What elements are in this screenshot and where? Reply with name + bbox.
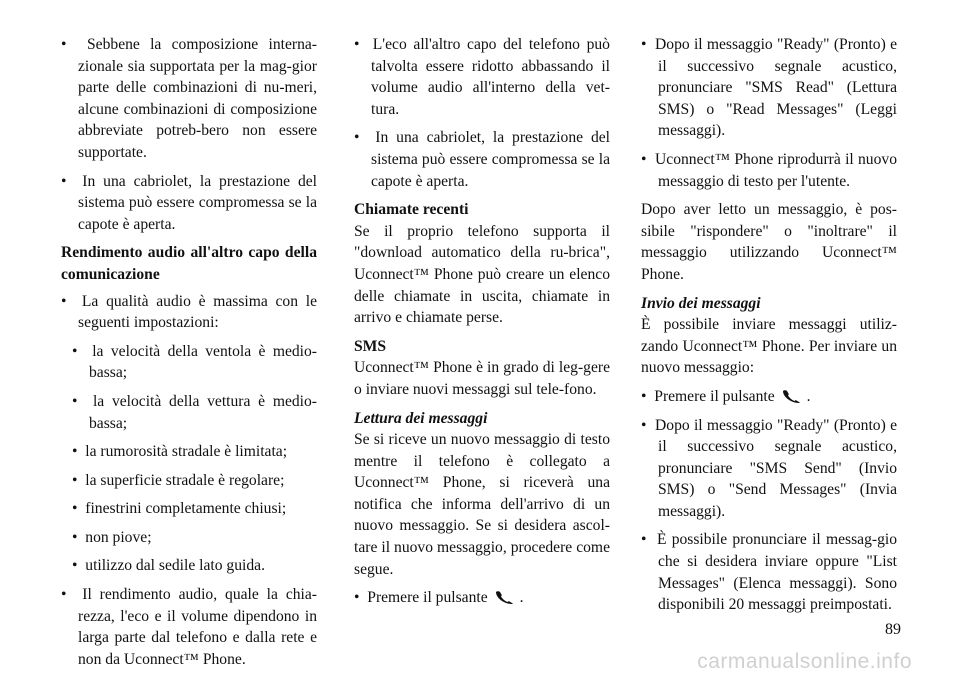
heading-recent-calls: Chiamate recenti <box>354 201 469 219</box>
phone-icon <box>781 389 803 403</box>
bullet-audio-clarity: • Il rendimento audio, quale la chia-rezza, l'eco e il volume dipendono in larga parte dal telefono e dalla rete e non da Uconnect™ Phone. <box>61 584 317 670</box>
sub-bullet-road-noise: • la rumorosità stradale è limitata; <box>61 441 317 463</box>
bullet-end: . <box>806 387 811 405</box>
page-number: 89 <box>885 621 901 638</box>
bullet-sms-read: • Dopo il messaggio "Ready" (Pronto) e il successivo segnale acustico, pronunciare "SMS Read" (Lettura SMS) o "Read Messages" (Leggi messaggi). <box>641 34 897 142</box>
column-middle <box>354 34 610 616</box>
bullet-international-dialing: • Sebbene la composizione interna-zionale sia supportata per la mag-gior parte delle combinazioni di nu-meri, alcune combinazioni di composizione abbreviate potreb-bero non essere supportate. <box>61 34 317 164</box>
paragraph-reply-forward: Dopo aver letto un messaggio, è pos-sibile "rispondere" o "inoltrare" il messaggio utilizzando Uconnect™ Phone. <box>641 201 897 283</box>
sub-bullet-vehicle-speed: • la velocità della vettura è medio-bassa; <box>61 391 317 434</box>
sub-bullet-fan-speed: • la velocità della ventola è medio-bassa; <box>61 341 317 384</box>
bullet-sms-send: • Dopo il messaggio "Ready" (Pronto) e il successivo segnale acustico, pronunciare "SMS Send" (Invio SMS) o "Send Messages" (Invia messaggi). <box>641 415 897 523</box>
bullet-end: . <box>519 589 524 607</box>
heading-audio-performance: Rendimento audio all'altro capo della comunicazione <box>61 244 317 283</box>
bullet-press-phone-button-2 <box>641 386 897 408</box>
column-left <box>61 34 317 677</box>
bullet-cabriolet: • In una cabriolet, la prestazione del sistema può essere compromessa se la capote è aperta. <box>61 171 317 236</box>
bullet-text: Premere il pulsante <box>654 387 775 405</box>
phone-icon <box>494 590 516 604</box>
bullet-play-message: • Uconnect™ Phone riprodurrà il nuovo messaggio di testo per l'utente. <box>641 149 897 192</box>
paragraph-reading-messages: Se si riceve un nuovo messaggio di testo mentre il telefono è collegato a Uconnect™ Phone, si riceverà una notifica che informa dell'arrivo di un nuovo messaggio. Se si desidera ascol-tare il nuovo messaggio, procedere come segue. <box>354 431 610 578</box>
bullet-audio-quality: • La qualità audio è massima con le seguenti impostazioni: <box>61 291 317 334</box>
watermark: carmanualsonline.info <box>697 650 912 673</box>
bullet-echo: • L'eco all'altro capo del telefono può talvolta essere ridotto abbassando il volume audio all'interno della vet-tura. <box>354 34 610 120</box>
sub-bullet-driver-seat: • utilizzo dal sedile lato guida. <box>61 555 317 577</box>
paragraph-sms: Uconnect™ Phone è in grado di leg-gere o inviare nuovi messaggi sul tele-fono. <box>354 359 610 398</box>
paragraph-recent-calls: Se il proprio telefono supporta il "download automatico della ru-brica", Uconnect™ Phone può creare un elenco delle chiamate in uscita, chiamate in arrivo e chiamate perse. <box>354 222 610 327</box>
heading-sms: SMS <box>354 337 387 355</box>
heading-sending-messages: Invio dei messaggi <box>641 294 761 312</box>
sub-bullet-no-rain: • non piove; <box>61 527 317 549</box>
bullet-text: Premere il pulsante <box>367 589 488 607</box>
column-right <box>641 34 897 623</box>
paragraph-sending-messages: È possibile inviare messaggi utiliz-zando Uconnect™ Phone. Per inviare un nuovo messaggio: <box>641 316 897 377</box>
bullet-cabriolet-2: • In una cabriolet, la prestazione del sistema può essere compromessa se la capote è aperta. <box>354 127 610 192</box>
sub-bullet-windows: • finestrini completamente chiusi; <box>61 498 317 520</box>
bullet-press-phone-button <box>354 587 610 609</box>
heading-reading-messages: Lettura dei messaggi <box>354 409 488 427</box>
bullet-list-messages: • È possibile pronunciare il messag-gio che si desidera inviare oppure "List Messages" (Elenca messaggi). Sono disponibili 20 messaggi preimpostati. <box>641 529 897 615</box>
sub-bullet-road-surface: • la superficie stradale è regolare; <box>61 470 317 492</box>
